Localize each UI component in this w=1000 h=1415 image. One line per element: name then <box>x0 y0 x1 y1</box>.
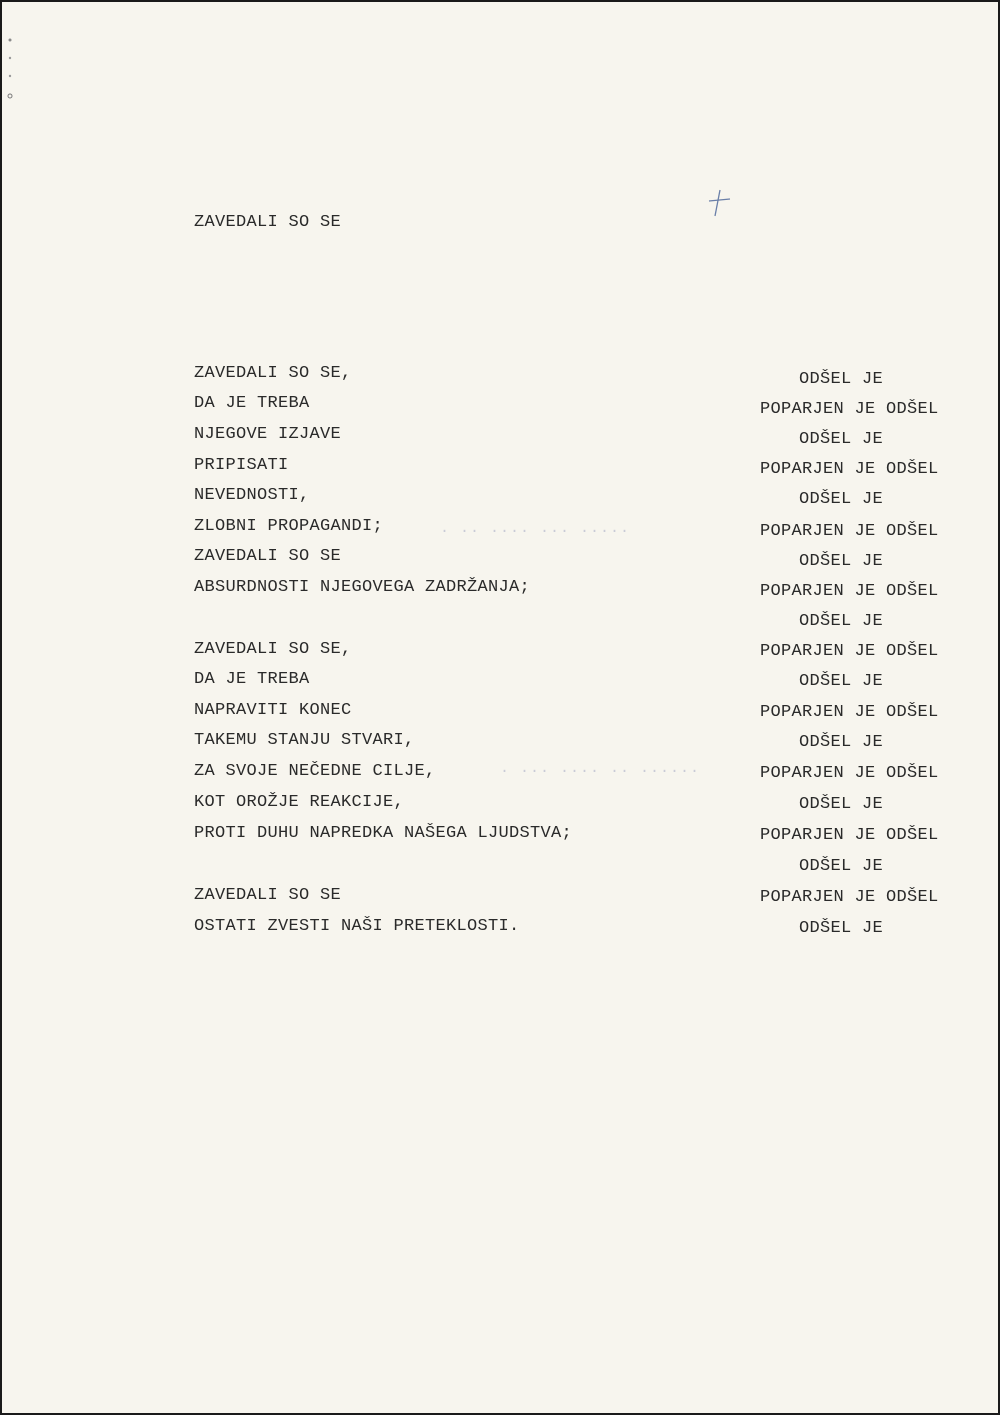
refrain-line: ODŠEL JE <box>799 857 884 876</box>
faint-show-through-text: · ·· ···· ··· ····· <box>440 523 631 540</box>
poem-line: ABSURDNOSTI NJEGOVEGA ZADRŽANJA; <box>194 578 531 597</box>
poem-line: NAPRAVITI KONEC <box>194 701 352 720</box>
poem-line: ZAVEDALI SO SE, <box>194 364 352 383</box>
refrain-line: ODŠEL JE <box>799 733 884 752</box>
refrain-line: POPARJEN JE ODŠEL <box>760 888 939 907</box>
refrain-line: ODŠEL JE <box>799 430 884 449</box>
faint-show-through-text: · ··· ···· ·· ······ <box>500 763 701 780</box>
refrain-line: POPARJEN JE ODŠEL <box>760 642 939 661</box>
poem-line: ZA SVOJE NEČEDNE CILJE, <box>194 762 436 781</box>
refrain-line: ODŠEL JE <box>799 612 884 631</box>
poem-line: PRIPISATI <box>194 456 289 475</box>
refrain-line: ODŠEL JE <box>799 490 884 509</box>
refrain-line: POPARJEN JE ODŠEL <box>760 582 939 601</box>
poem-line: ZAVEDALI SO SE, <box>194 640 352 659</box>
poem-line: DA JE TREBA <box>194 394 310 413</box>
poem-line: DA JE TREBA <box>194 670 310 689</box>
refrain-line: ODŠEL JE <box>799 919 884 938</box>
poem-line: NEVEDNOSTI, <box>194 486 310 505</box>
margin-dots-icon <box>6 36 14 106</box>
refrain-line: POPARJEN JE ODŠEL <box>760 522 939 541</box>
refrain-line: POPARJEN JE ODŠEL <box>760 764 939 783</box>
document-title: ZAVEDALI SO SE <box>194 213 342 232</box>
refrain-line: ODŠEL JE <box>799 795 884 814</box>
poem-line: ZAVEDALI SO SE <box>194 547 342 566</box>
refrain-line: ODŠEL JE <box>799 552 884 571</box>
poem-line: PROTI DUHU NAPREDKA NAŠEGA LJUDSTVA; <box>194 824 573 843</box>
poem-line: NJEGOVE IZJAVE <box>194 425 342 444</box>
poem-line: ZAVEDALI SO SE <box>194 886 342 905</box>
refrain-line: POPARJEN JE ODŠEL <box>760 826 939 845</box>
refrain-line: ODŠEL JE <box>799 672 884 691</box>
refrain-line: ODŠEL JE <box>799 370 884 389</box>
poem-line: ZLOBNI PROPAGANDI; <box>194 517 384 536</box>
pencil-cross-mark-icon <box>703 188 733 218</box>
poem-line: TAKEMU STANJU STVARI, <box>194 731 415 750</box>
refrain-line: POPARJEN JE ODŠEL <box>760 460 939 479</box>
poem-line: OSTATI ZVESTI NAŠI PRETEKLOSTI. <box>194 917 520 936</box>
poem-line: KOT OROŽJE REAKCIJE, <box>194 793 405 812</box>
refrain-line: POPARJEN JE ODŠEL <box>760 400 939 419</box>
refrain-line: POPARJEN JE ODŠEL <box>760 703 939 722</box>
